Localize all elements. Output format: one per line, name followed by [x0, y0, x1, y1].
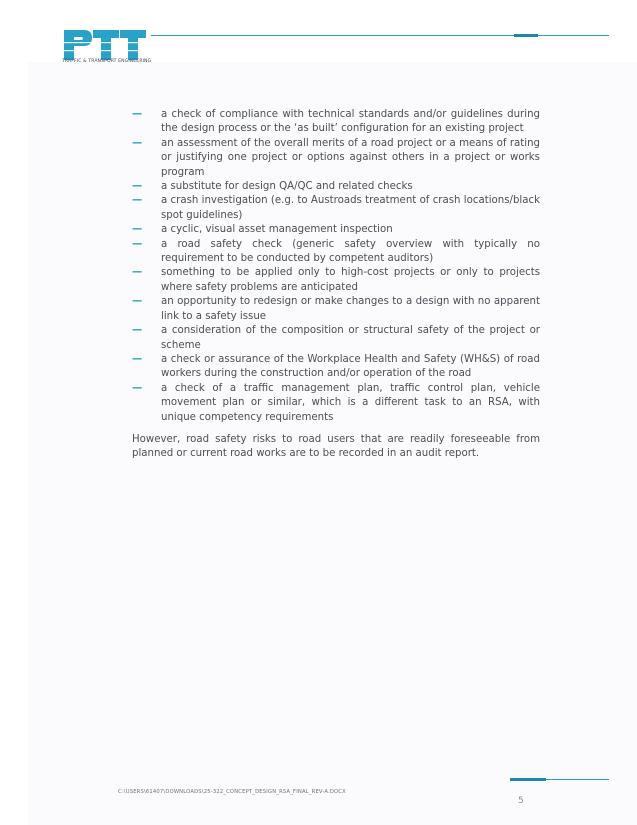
list-item: — a check or assurance of the Workplace Health and Safety (WH&S) of road workers during the construction and/or operation of the road	[132, 353, 540, 380]
footer-rule-accent	[510, 778, 546, 781]
bullet-list	[132, 108, 540, 425]
list-item: — a cyclic, visual asset management inspection	[132, 223, 540, 237]
dash-bullet-icon: —	[132, 325, 143, 337]
dash-bullet-icon: —	[132, 181, 143, 193]
header-rule-accent	[514, 34, 538, 37]
list-item: — a check of a traffic management plan, traffic control plan, vehicle movement plan or similar, which is a different task to an RSA, with unique competency requirements	[132, 382, 540, 423]
footer-file-path: C:\USERS\61407\DOWNLOADS\25-322_CONCEPT_DESIGN_RSA_FINAL_REV-A.DOCX	[118, 789, 346, 795]
list-item: — an assessment of the overall merits of a road project or a means of rating or justifying one project or options against others in a project or works program	[132, 137, 540, 178]
dash-bullet-icon: —	[132, 353, 143, 365]
dash-bullet-icon: —	[132, 382, 143, 394]
ptt-logo-graphic	[62, 28, 148, 62]
dash-bullet-icon: —	[132, 137, 143, 149]
logo-tagline: TRAFFIC & TRANSPORT ENGINEERING	[62, 59, 152, 64]
list-item: — a crash investigation (e.g. to Austroads treatment of crash locations/black spot guidelines)	[132, 195, 540, 221]
document-body	[132, 108, 540, 472]
body-paragraph: However, road safety risks to road users that are readily foreseeable from planned or current road works are to be recorded in an audit report.	[132, 433, 540, 460]
list-item: — a substitute for design QA/QC and related checks	[132, 180, 540, 194]
list-item: — an opportunity to redesign or make changes to a design with no apparent link to a safety issue	[132, 296, 540, 322]
list-item: — a consideration of the composition or structural safety of the project or scheme	[132, 325, 540, 351]
list-item: — a check of compliance with technical standards and/or guidelines during the design process or the ‘as built’ configuration for an existing project	[132, 109, 540, 135]
list-item: — something to be applied only to high-cost projects or only to projects where safety problems are anticipated	[132, 267, 540, 293]
dash-bullet-icon: —	[132, 267, 143, 279]
dash-bullet-icon: —	[132, 224, 143, 236]
header-rule	[151, 35, 609, 36]
dash-bullet-icon: —	[132, 238, 143, 250]
dash-bullet-icon: —	[132, 296, 143, 308]
page-number: 5	[518, 796, 524, 806]
dash-bullet-icon: —	[132, 195, 143, 207]
list-item: — a road safety check (generic safety overview with typically no requirement to be conducted by competent auditors)	[132, 238, 540, 265]
dash-bullet-icon: —	[132, 109, 143, 120]
